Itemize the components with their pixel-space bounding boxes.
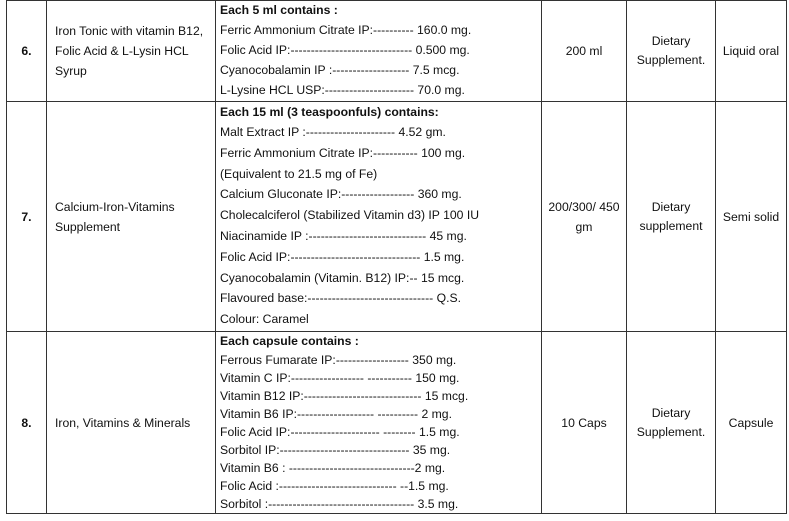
product-name: Iron Tonic with vitamin B12, Folic Acid & L-Lysin HCL Syrup	[47, 1, 216, 102]
category: Dietary Supplement.	[627, 332, 716, 514]
category: Dietary supplement	[627, 102, 716, 332]
dosage-form: Liquid oral	[716, 1, 787, 102]
table-row	[7, 102, 787, 332]
composition-line: Folic Acid IP:-------------------------------- 1.5 mg.	[220, 249, 465, 264]
composition-cell	[216, 332, 542, 514]
composition-cell	[216, 102, 542, 332]
product-name: Calcium-Iron-Vitamins Supplement	[47, 102, 216, 332]
category: Dietary Supplement.	[627, 1, 716, 102]
composition-line: Malt Extract IP :---------------------- 4.52 gm.	[220, 125, 446, 139]
composition-line: L-Lysine HCL USP:---------------------- 70.0 mg.	[220, 83, 465, 97]
composition-line: Sorbitol :------------------------------------ 3.5 mg.	[220, 497, 459, 511]
composition-line: Vitamin B12 IP:----------------------------- 15 mcg.	[220, 389, 469, 403]
composition-cell	[216, 1, 542, 102]
composition-line: Cholecalciferol (Stabilized Vitamin d3) IP 100 IU	[220, 208, 480, 223]
composition-header: Each 5 ml contains :	[220, 3, 338, 17]
composition-line: Vitamin C IP:------------------ ----------- 150 mg.	[220, 371, 460, 385]
pack-size: 200 ml	[542, 1, 627, 102]
product-table	[6, 0, 787, 514]
row-number: 6.	[7, 1, 47, 102]
dosage-form: Capsule	[716, 332, 787, 514]
row-number: 8.	[7, 332, 47, 514]
product-name: Iron, Vitamins & Minerals	[47, 332, 216, 514]
table-row	[7, 1, 787, 102]
composition-line: Ferrous Fumarate IP:------------------ 350 mg.	[220, 353, 457, 367]
composition-line: Folic Acid IP:---------------------- -------- 1.5 mg.	[220, 425, 460, 439]
composition-line: Calcium Gluconate IP:------------------ 360 mg.	[220, 187, 462, 202]
composition-line: Folic Acid IP:------------------------------ 0.500 mg.	[220, 43, 470, 57]
composition-line: Cyanocobalamin IP :------------------- 7.5 mcg.	[220, 63, 460, 77]
pack-size: 200/300/ 450 gm	[542, 102, 627, 332]
composition-line: Colour: Caramel	[220, 312, 309, 327]
composition-line: (Equivalent to 21.5 mg of Fe)	[220, 166, 378, 181]
table-row	[7, 332, 787, 514]
composition-line: Niacinamide IP :----------------------------- 45 mg.	[220, 228, 467, 243]
composition-line: Ferric Ammonium Citrate IP:----------- 100 mg.	[220, 145, 466, 160]
composition-line: Cyanocobalamin (Vitamin. B12) IP:-- 15 mcg.	[220, 270, 465, 285]
composition-line: Flavoured base:------------------------------- Q.S.	[220, 291, 461, 306]
composition-line: Vitamin B6 : -------------------------------2 mg.	[220, 461, 446, 475]
composition-line: Ferric Ammonium Citrate IP:---------- 160.0 mg.	[220, 23, 472, 37]
composition-line: Vitamin B6 IP:------------------- ---------- 2 mg.	[220, 407, 452, 421]
composition-line: Sorbitol IP:-------------------------------- 35 mg.	[220, 443, 451, 457]
composition-header: Each capsule contains :	[220, 334, 359, 348]
row-number: 7.	[7, 102, 47, 332]
dosage-form: Semi solid	[716, 102, 787, 332]
composition-header: Each 15 ml (3 teaspoonfuls) contains:	[220, 105, 439, 119]
composition-line: Folic Acid :----------------------------- --1.5 mg.	[220, 479, 449, 493]
pack-size: 10 Caps	[542, 332, 627, 514]
